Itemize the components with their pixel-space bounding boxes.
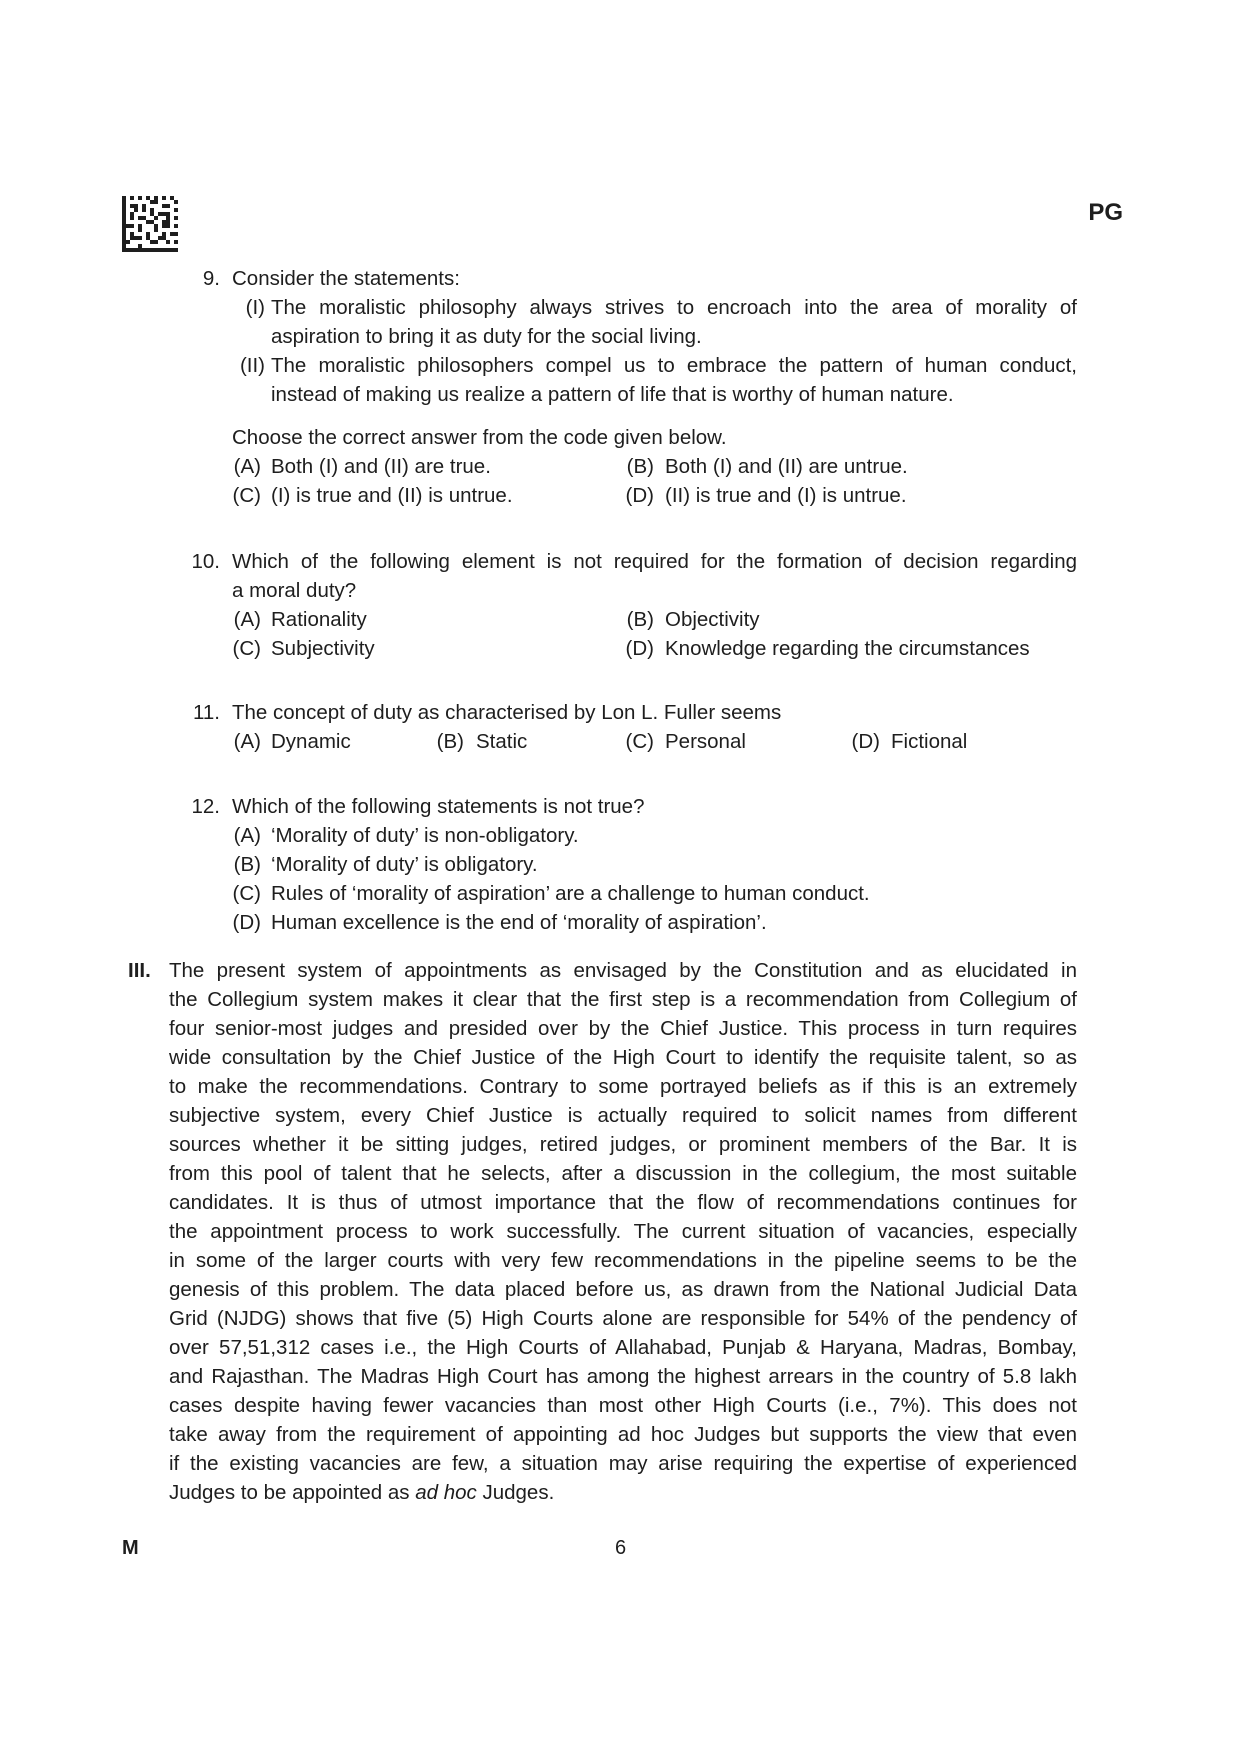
passage-line: the appointment process to work successfully. The current situation of vacancies, especially (169, 1220, 1077, 1243)
passage-line: the Collegium system makes it clear that the first step is a recommendation from Collegium of (169, 988, 1077, 1011)
option-label: (C) (232, 484, 261, 507)
question-stem: Consider the statements: (232, 267, 460, 290)
footer-code: M (122, 1537, 139, 1559)
passage-line: Grid (NJDG) shows that five (5) High Courts alone are responsible for 54% of the pendency of (169, 1307, 1077, 1330)
option-label: (C) (232, 882, 261, 905)
passage-line: if the existing vacancies are few, a situation may arise requiring the expertise of experienced (169, 1452, 1077, 1475)
passage-line: sources whether it be sitting judges, retired judges, or prominent members of the Bar. It is (169, 1133, 1077, 1156)
qr-code (122, 196, 178, 252)
option-label: (B) (436, 730, 464, 753)
passage-line: The present system of appointments as envisaged by the Constitution and as elucidated in (169, 959, 1077, 982)
passage-line: and Rajasthan. The Madras High Court has among the highest arrears in the country of 5.8 lakh (169, 1365, 1077, 1388)
statement-line: instead of making us realize a pattern of life that is worthy of human nature. (271, 383, 954, 406)
option-text: Personal (665, 730, 746, 753)
passage-line: wide consultation by the Chief Justice of the High Court to identify the requisite talent, so as (169, 1046, 1077, 1069)
option-text: Both (I) and (II) are true. (271, 455, 491, 478)
statement-line: The moralistic philosophy always strives to encroach into the area of morality of (271, 296, 1077, 319)
option-text: Objectivity (665, 608, 760, 631)
question-number: 10. (191, 550, 220, 573)
passage (169, 956, 1077, 1507)
passage-line: over 57,51,312 cases i.e., the High Courts of Allahabad, Punjab & Haryana, Madras, Bombay, (169, 1336, 1077, 1359)
option-text: Fictional (891, 730, 968, 753)
passage-last-line (169, 1478, 1077, 1507)
option-label: (A) (233, 455, 261, 478)
option-text: (I) is true and (II) is untrue. (271, 484, 513, 507)
option-label: (B) (626, 608, 654, 631)
passage-italic-text: ad hoc (415, 1481, 477, 1504)
passage-text: Judges. (476, 1481, 555, 1504)
option-text: ‘Morality of duty’ is non-obligatory. (271, 824, 579, 847)
passage-line: candidates. It is thus of utmost importance that the flow of recommendations continues for (169, 1191, 1077, 1214)
statement-label: (I) (245, 296, 265, 319)
option-label: (A) (233, 608, 261, 631)
option-label: (A) (233, 824, 261, 847)
passage-text: Judges to be appointed as (169, 1481, 416, 1504)
option-label: (B) (626, 455, 654, 478)
option-text: Dynamic (271, 730, 351, 753)
question-number: 9. (202, 267, 220, 290)
option-text: Human excellence is the end of ‘morality of aspiration’. (271, 911, 767, 934)
page-number: 6 (614, 1537, 627, 1559)
statement-line: The moralistic philosophers compel us to embrace the pattern of human conduct, (271, 354, 1077, 377)
question-stem: Which of the following element is not required for the formation of decision regarding (232, 550, 1077, 573)
option-label: (A) (233, 730, 261, 753)
question-stem: a moral duty? (232, 579, 357, 602)
option-text: Knowledge regarding the circumstances (665, 637, 1030, 660)
option-label: (C) (232, 637, 261, 660)
option-label: (D) (232, 911, 261, 934)
section-label: III. (128, 959, 151, 982)
option-text: Static (476, 730, 528, 753)
option-label: (D) (851, 730, 880, 753)
option-text: Rationality (271, 608, 367, 631)
option-text: Both (I) and (II) are untrue. (665, 455, 908, 478)
option-text: Rules of ‘morality of aspiration’ are a challenge to human conduct. (271, 882, 870, 905)
passage-line: in some of the larger courts with very few recommendations in the pipeline seems to be the (169, 1249, 1077, 1272)
option-text: (II) is true and (I) is untrue. (665, 484, 907, 507)
question-number: 11. (193, 701, 220, 724)
question-stem: Which of the following statements is not true? (232, 795, 645, 818)
option-text: ‘Morality of duty’ is obligatory. (271, 853, 538, 876)
passage-line: genesis of this problem. The data placed before us, as drawn from the National Judicial Data (169, 1278, 1077, 1301)
statement-label: (II) (239, 354, 265, 377)
passage-line: from this pool of talent that he selects, after a discussion in the collegium, the most suitable (169, 1162, 1077, 1185)
question-stem: The concept of duty as characterised by Lon L. Fuller seems (232, 701, 782, 724)
option-label: (D) (625, 637, 654, 660)
passage-line: subjective system, every Chief Justice is actually required to solicit names from different (169, 1104, 1077, 1127)
option-label: (D) (625, 484, 654, 507)
question-number: 12. (191, 795, 220, 818)
statement-line: aspiration to bring it as duty for the social living. (271, 325, 702, 348)
option-text: Subjectivity (271, 637, 375, 660)
option-label: (C) (625, 730, 654, 753)
question-instruction: Choose the correct answer from the code given below. (232, 426, 727, 449)
passage-line: to make the recommendations. Contrary to some portrayed beliefs as if this is an extremely (169, 1075, 1077, 1098)
option-label: (B) (233, 853, 261, 876)
passage-line: take away from the requirement of appointing ad hoc Judges but supports the view that even (169, 1423, 1077, 1446)
passage-line: four senior-most judges and presided over by the Chief Justice. This process in turn requires (169, 1017, 1077, 1040)
passage-line: cases despite having fewer vacancies than most other High Courts (i.e., 7%). This does not (169, 1394, 1077, 1417)
booklet-code: PG (1088, 199, 1123, 226)
